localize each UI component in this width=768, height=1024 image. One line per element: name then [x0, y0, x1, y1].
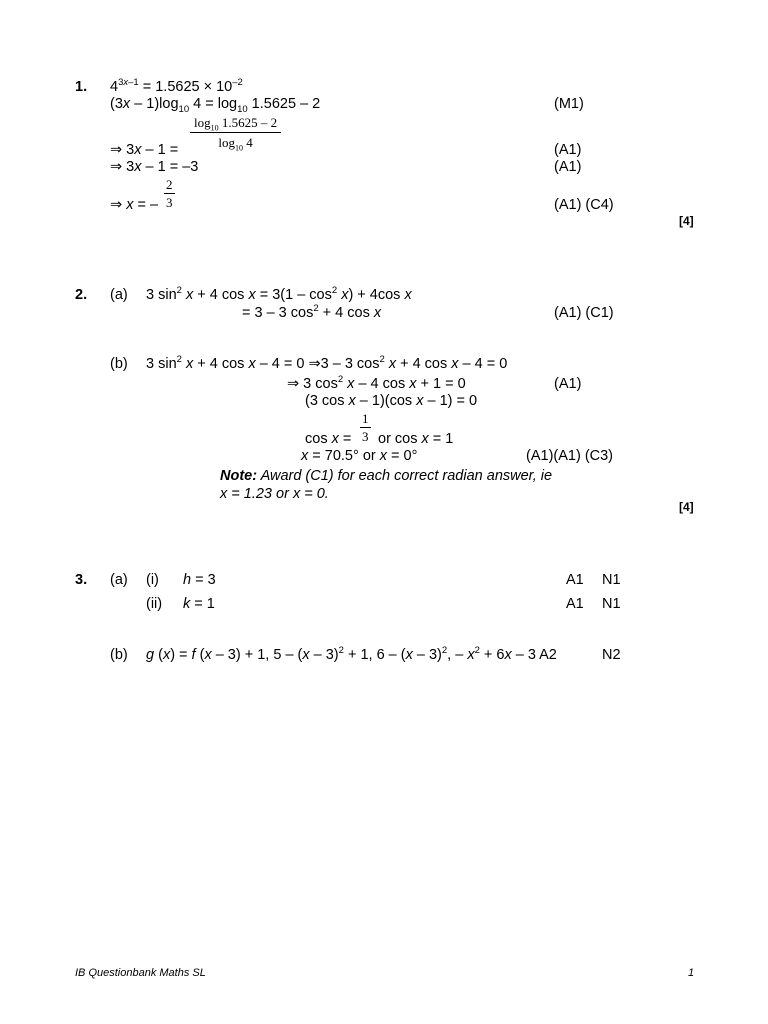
q2a-line-1: 3 $\sin^2 x + 4$ $\cos x = 3(1 - \cos^2 x) + 4\cos$ x: [146, 285, 412, 303]
q2b-line-2: ⇒ 3 $\cos^2 x - 4$ cos x + 1 = 0: [287, 374, 466, 392]
question-3-number: 3.: [75, 572, 88, 588]
fraction-numerator: 2: [166, 177, 173, 192]
q2b-mark-a1: (A1): [554, 376, 582, 392]
q3-sub-i-label: (i): [146, 572, 159, 588]
q2-part-a-label: (a): [110, 287, 128, 303]
q1-line-2: $(3x - 1)\log_{10}$ $4 = \log_{10} 1.5625 - 2$: [110, 96, 321, 115]
footer-page-number: 1: [688, 967, 695, 979]
q2b-mark-a1a1-c3: (A1)(A1) (C3): [526, 448, 614, 464]
question-2-number: 2.: [75, 287, 88, 303]
q3-a-ii-mark: A1: [566, 596, 584, 612]
q3-sub-ii-label: (ii): [146, 596, 163, 612]
q3-part-a-label: (a): [110, 572, 128, 588]
question-1-number: 1.: [75, 79, 88, 95]
footer-source: IB Questionbank Maths SL: [75, 967, 206, 979]
note-label: Note:: [220, 468, 258, 484]
q2b-line-3: (3 cos x – 1)(cos x – 1) = 0: [305, 393, 478, 409]
q1-mark-a1-2: (A1): [554, 159, 582, 175]
q3-a-ii-n-mark: N1: [602, 596, 621, 612]
q1-mark-m1: (M1): [554, 96, 584, 112]
q1-line-3: ⇒ 3x – 1 =: [110, 142, 179, 158]
q1-marks-total: [4]: [679, 214, 694, 228]
q2-part-b-label: (b): [110, 356, 128, 372]
q2-note-line-1: [220, 469, 552, 484]
note-text-1: Award (C1) for each correct radian answer, ie: [260, 468, 553, 484]
q3-b-answer: g (x) = f (x – 3) + 1, 5 – (x – 3)$^2$ + 1, 6 – (x – 3)$^2$, – $x^2 + 6x - 3$ A2: [146, 645, 557, 663]
q3-part-b-label: (b): [110, 647, 128, 663]
q3-a-i-n-mark: N1: [602, 572, 621, 588]
q2b-one-third-fraction: [360, 412, 371, 443]
q3-a-i-mark: A1: [566, 572, 584, 588]
q2b-line-5: x = 70.5° or x = 0°: [301, 448, 418, 464]
q2a-line-2: = 3 – 3 $\cos^2 + 4$ cos x: [242, 303, 382, 321]
q2-marks-total: [4]: [679, 500, 694, 514]
fraction-numerator: 1: [362, 411, 369, 426]
q1-mark-a1-c4: (A1) (C4): [554, 197, 614, 213]
q1-mark-a1-1: (A1): [554, 142, 582, 158]
q1-two-thirds-fraction: [164, 178, 175, 209]
q2b-line-1: 3 $\sin^2 x + 4$ cos x – 4 = 0 ⇒3 – 3 $\cos^2 x + 4$ cos x – 4 = 0: [146, 354, 508, 372]
q2-note-line-2: x = 1.23 or x = 0.: [220, 486, 329, 502]
q3-b-n-mark: N2: [602, 647, 621, 663]
q1-line-4: ⇒ 3x – 1 = –3: [110, 159, 199, 175]
q2b-line-4a: cos x =: [305, 431, 352, 447]
fraction-denominator: 3: [166, 195, 173, 210]
q1-log-fraction: $\frac{\log_{10} 1.5625 - 2}{\log_{10} 4}$: [190, 116, 281, 149]
q3-a-i-answer: h = 3: [183, 572, 216, 588]
q1-line-5: ⇒ x = –: [110, 197, 159, 213]
q2b-line-4b: or cos x = 1: [378, 431, 454, 447]
q3-a-ii-answer: k = 1: [183, 596, 215, 612]
q1-line-1: $4^{3x-1} = 1.5625 \times 10^{-2}$: [110, 77, 243, 95]
q2a-mark-a1-c1: (A1) (C1): [554, 305, 614, 321]
fraction-denominator: 3: [362, 429, 369, 444]
